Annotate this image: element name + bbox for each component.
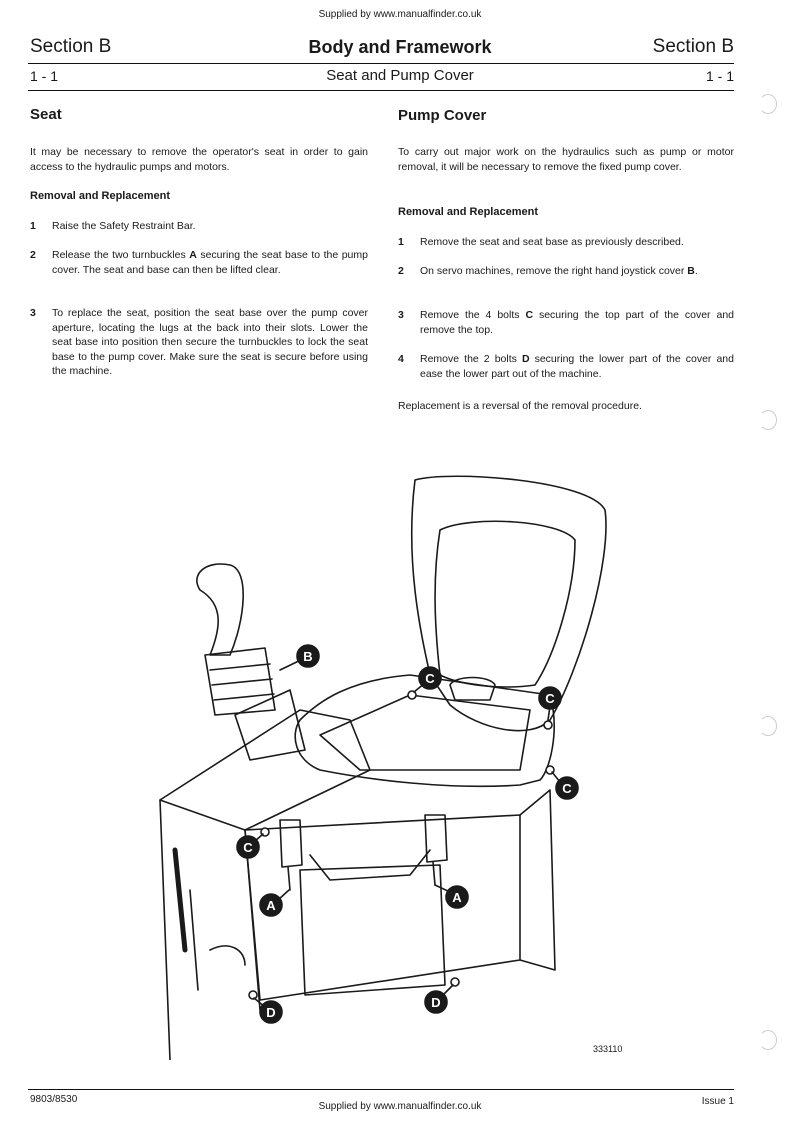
console-top [160, 710, 370, 830]
pump-cover-side [520, 790, 555, 970]
pump-cover-aperture [310, 850, 430, 880]
svg-text:C: C [243, 840, 253, 855]
callout-d [254, 998, 282, 1023]
seat-back-panel [435, 521, 575, 687]
console-handle [175, 850, 185, 950]
seat-section [30, 108, 368, 123]
footer-rule [28, 1089, 734, 1090]
pump-cover-subheading: Removal and Replacement [398, 206, 538, 218]
pump-cover-heading: Pump Cover [398, 107, 487, 124]
page-subtitle: Seat and Pump Cover [326, 67, 474, 84]
svg-text:C: C [545, 691, 555, 706]
seat-subheading: Removal and Replacement [30, 190, 170, 202]
seat-heading: Seat [30, 106, 62, 123]
binder-hole [759, 1030, 777, 1050]
callout-a [435, 885, 468, 908]
binder-hole [759, 94, 777, 114]
pump-cover-closing: Replacement is a reversal of the removal procedure. [398, 400, 642, 412]
section-label-right: Section B [652, 36, 734, 57]
page-number-right: 1 - 1 [705, 68, 734, 84]
svg-text:D: D [431, 995, 441, 1010]
page-number-left: 1 - 1 [30, 68, 59, 84]
figure-number: 333110 [593, 1044, 623, 1054]
svg-text:A: A [266, 898, 276, 913]
seat-cushion-inner [320, 695, 530, 770]
footer-supplied-by: Supplied by www.manualfinder.co.uk [318, 1101, 482, 1112]
pump-cover-intro: To carry out major work on the hydraulics such as pump or motor removal, it will be necessary to remove the fixed pump cover. [398, 146, 734, 173]
callout-c [237, 834, 263, 858]
pump-cover-front [245, 815, 520, 1000]
section-label-left: Section B [30, 36, 112, 57]
joystick-boot-ribs [210, 664, 274, 700]
subheader-rule [28, 90, 734, 91]
turnbuckle-left [280, 820, 302, 890]
seat-back [412, 476, 606, 730]
svg-text:B: B [303, 649, 313, 664]
callout-c [552, 772, 578, 799]
svg-text:A: A [452, 890, 462, 905]
callout-a [260, 890, 289, 916]
page-title: Body and Framework [308, 37, 492, 57]
footer-issue: Issue 1 [701, 1096, 734, 1107]
callout-c [539, 687, 561, 720]
binder-hole [759, 410, 777, 430]
seat-pump-cover-illustration [150, 470, 630, 1060]
svg-text:D: D [266, 1005, 276, 1020]
supplied-by-header: Supplied by www.manualfinder.co.uk [318, 9, 482, 20]
callout-d [425, 985, 453, 1013]
joystick-grip [197, 564, 243, 655]
joystick-cover [235, 690, 305, 760]
callout-c [414, 667, 441, 692]
footer-doc-number: 9803/8530 [30, 1094, 78, 1105]
bolt [249, 991, 257, 999]
svg-text:C: C [562, 781, 572, 796]
binder-hole [759, 716, 777, 736]
header-rule [28, 63, 734, 64]
seat-intro: It may be necessary to remove the operator's seat in order to gain access to the hydraulic pumps and motors. [30, 146, 368, 173]
console-lever [190, 890, 245, 990]
bolt [544, 721, 552, 729]
turnbuckle-right [425, 815, 447, 885]
callout-b [280, 645, 319, 670]
svg-text:C: C [425, 671, 435, 686]
